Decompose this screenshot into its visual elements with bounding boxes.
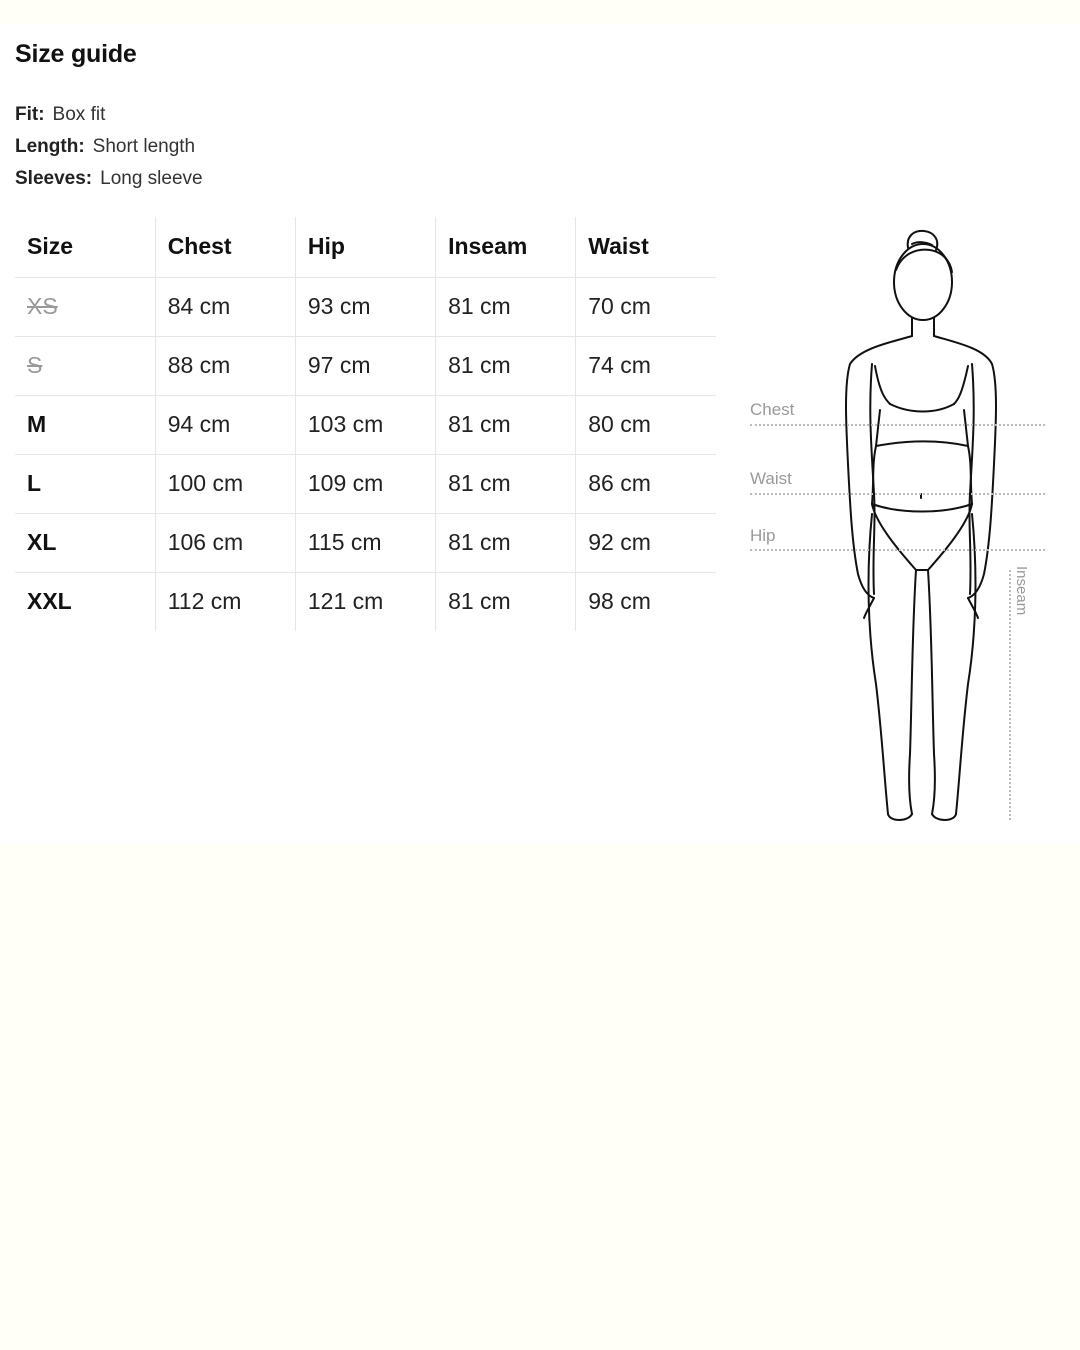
table-row <box>15 277 716 336</box>
waist-measure-line <box>750 493 1045 495</box>
size-cell: XS <box>15 277 155 336</box>
size-table <box>15 217 716 631</box>
hip-measure-label: Hip <box>750 526 776 545</box>
hip-measure-line <box>750 549 1045 551</box>
spec-value: Box fit <box>52 104 106 125</box>
chest-cell: 84 cm <box>155 277 295 336</box>
chest-cell: 88 cm <box>155 336 295 395</box>
inseam-cell: 81 cm <box>436 277 576 336</box>
spec-label: Fit: <box>15 104 45 125</box>
spec-value: Long sleeve <box>100 168 203 189</box>
inseam-measure-line <box>1009 570 1011 820</box>
page-title: Size guide <box>15 40 137 68</box>
hip-cell: 115 cm <box>295 513 435 572</box>
header-inseam: Inseam <box>436 217 576 277</box>
inseam-measure-label: Inseam <box>1013 566 1030 616</box>
chest-cell: 94 cm <box>155 395 295 454</box>
waist-measure-label: Waist <box>750 469 792 488</box>
header-waist: Waist <box>576 217 716 277</box>
table-row <box>15 513 716 572</box>
waist-cell: 92 cm <box>576 513 716 572</box>
body-measurement-figure <box>740 214 1060 824</box>
inseam-cell: 81 cm <box>436 454 576 513</box>
waist-cell: 98 cm <box>588 588 651 615</box>
table-row <box>15 454 716 513</box>
chest-measure-label: Chest <box>750 400 795 419</box>
spec-value: Short length <box>92 136 196 157</box>
hip-cell: 93 cm <box>295 277 435 336</box>
waist-cell: 80 cm <box>576 395 716 454</box>
hip-cell: 121 cm <box>295 572 435 631</box>
header-chest: Chest <box>155 217 295 277</box>
chest-measure-line <box>750 424 1045 426</box>
body-outline-illustration <box>740 214 1060 824</box>
chest-cell: 106 cm <box>155 513 295 572</box>
spec-length <box>15 135 203 167</box>
hip-cell: 103 cm <box>295 395 435 454</box>
spec-label: Length: <box>15 136 85 157</box>
size-cell: XXL <box>15 572 155 631</box>
inseam-cell: 81 cm <box>436 395 576 454</box>
size-cell: XL <box>15 513 155 572</box>
header-hip: Hip <box>295 217 435 277</box>
inseam-cell: 81 cm <box>436 572 576 631</box>
waist-cell: 70 cm <box>576 277 716 336</box>
size-cell: L <box>15 454 155 513</box>
inseam-cell: 81 cm <box>436 513 576 572</box>
spec-sleeves <box>15 167 203 199</box>
spec-label: Sleeves: <box>15 168 93 189</box>
spec-fit <box>15 103 203 135</box>
waist-cell: 86 cm <box>576 454 716 513</box>
size-cell: M <box>15 395 155 454</box>
chest-cell: 100 cm <box>155 454 295 513</box>
inseam-cell: 81 cm <box>436 336 576 395</box>
size-rows <box>15 277 716 631</box>
header-size: Size <box>15 217 155 277</box>
hip-cell: 97 cm <box>295 336 435 395</box>
table-row <box>15 572 716 631</box>
fit-specs <box>15 103 203 199</box>
waist-cell: 74 cm <box>576 336 716 395</box>
table-row <box>15 395 716 454</box>
size-cell: S <box>15 336 155 395</box>
size-guide-panel <box>0 24 1080 844</box>
table-header-row <box>15 217 716 277</box>
chest-cell: 112 cm <box>155 572 295 631</box>
hip-cell: 109 cm <box>295 454 435 513</box>
table-row <box>15 336 716 395</box>
